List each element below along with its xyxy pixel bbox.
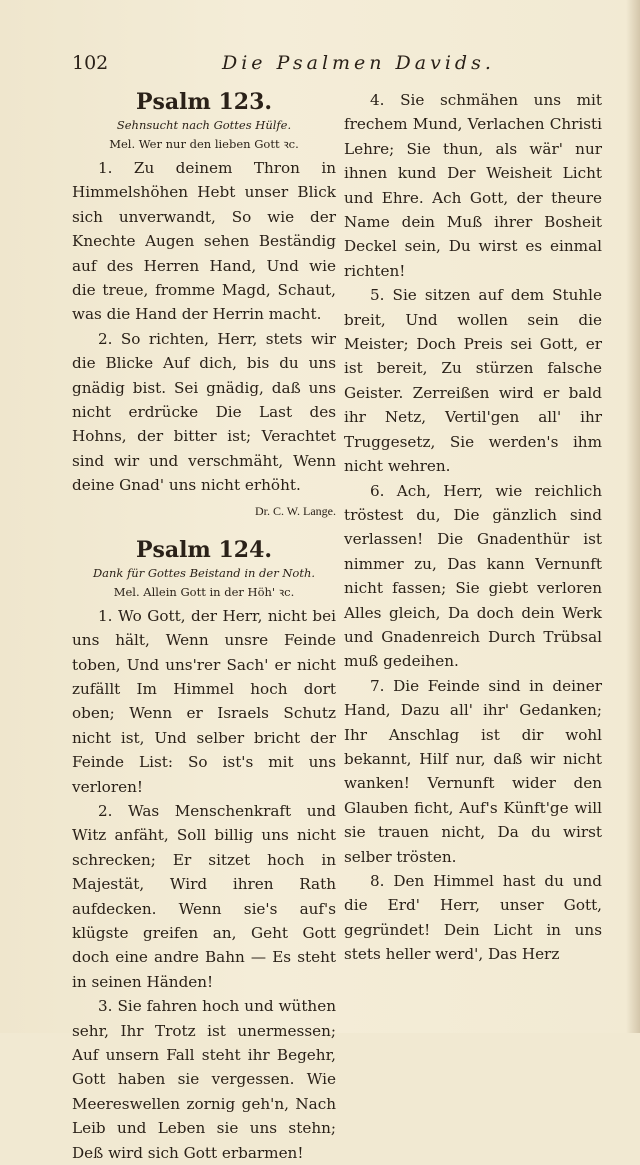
page-header [72, 52, 592, 80]
psalm-123-subtitle: Sehnsucht nach Gottes Hülfe. [116, 118, 292, 132]
psalm-124-verse-5: 5. Sie sitzen auf dem Stuhle breit, Und wollen sein die Meister; Doch Preis sei Gott, er ist bereit, Zu stürzen falsche Geister. Zerreißen wird er bald ihr Netz, Vertil'gen all' ihr Truggesetz, Sie werden's ihm nicht wehren. [344, 286, 602, 476]
psalm-124-verse-1: 1. Wo Gott, der Herr, nicht bei uns hält, Wenn unsre Feinde toben, Und uns'rer Sach' er nicht zufällt Im Himmel hoch dort oben; Wenn er Israels Schutz nicht ist, Und selber bricht der Feinde List: So ist's mit uns verloren! [72, 606, 336, 796]
left-column [72, 88, 336, 1165]
psalm-123-verse-2: 2. So richten, Herr, stets wir die Blicke Auf dich, bis du uns gnädig bist. Sei gnädig, daß uns nicht erdrücke Die Last des Hohns, der bitter ist; Verachtet sind wir und verschmäht, Wenn deine Gnad' uns nicht erhöht. [72, 329, 336, 495]
page-number: 102 [72, 52, 109, 74]
psalm-124-melody: Mel. Allein Gott in der Höh' ꝛc. [113, 584, 295, 599]
psalm-124-verse-8: 8. Den Himmel hast du und die Erd' Herr, unser Gott, gegründet! Dein Licht in uns stets heller werd', Das Herz [344, 872, 602, 964]
psalm-124-verse-3: 3. Sie fahren hoch und wüthen sehr, Ihr Trotz ist unermessen; Auf unsern Fall steht ihr Begehr, Gott haben sie vergessen. Wie Meereswellen zornig geh'n, Nach Leib und Leben sie uns stehn; Deß wird sich Gott erbarmen! [72, 997, 336, 1162]
psalm-123-verse-1: 1. Zu deinem Thron in Himmelshöhen Hebt unser Blick sich unverwandt, So wie der Knechte Augen sehen Beständig auf des Herren Hand, Und wie die treue, fromme Magd, Schaut, was die Hand der Herrin macht. [72, 159, 336, 324]
psalm-123-title: Psalm 123. [135, 89, 273, 115]
psalm-124-verse-7: 7. Die Feinde sind in deiner Hand, Dazu all' ihr' Gedanken; Ihr Anschlag ist dir wohl bekannt, Hilf nur, daß wir nicht wanken! Vernunft wider den Glauben ficht, Auf's Künft'ge will sie trauen nicht, Da du wirst selber trösten. [344, 676, 602, 866]
right-column [344, 88, 602, 967]
psalm-124-subtitle: Dank für Gottes Beistand in der Noth. [92, 565, 316, 580]
psalm-124-verse-4: 4. Sie schmähen uns mit frechem Mund, Verlachen Christi Lehre; Sie thun, als wär' nur ihnen kund Der Weisheit Licht und Ehre. Ach Gott, der theure Name dein Muß ihrer Bosheit Deckel sein, Du wirst es einmal richten! [344, 91, 602, 280]
psalm-124-title: Psalm 124. [135, 536, 273, 563]
psalm-123-author: Dr. C. W. Lange. [255, 503, 336, 518]
page-edge-shadow [626, 0, 640, 1033]
psalm-124-verse-2: 2. Was Menschenkraft und Witz anfäht, Soll billig uns nicht schrecken; Er sitzet hoch in Majestät, Wird ihren Rath aufdecken. Wenn sie's auf's klügste greifen an, Geht Gott doch eine andre Bahn — Es steht in seinen Händen! [72, 801, 336, 991]
psalm-124-verse-6: 6. Ach, Herr, wie reichlich tröstest du, Die gänzlich sind verlassen! Die Gnadenthür ist nimmer zu, Das kann Vernunft nicht fassen; Sie giebt verloren Alles gleich, Da doch dein Werk und Gnadenreich Durch Trübsal muß gedeihen. [344, 481, 602, 671]
running-title: Die Psalmen Davids. [222, 52, 495, 74]
psalm-123-melody: Mel. Wer nur den lieben Gott ꝛc. [109, 137, 299, 151]
